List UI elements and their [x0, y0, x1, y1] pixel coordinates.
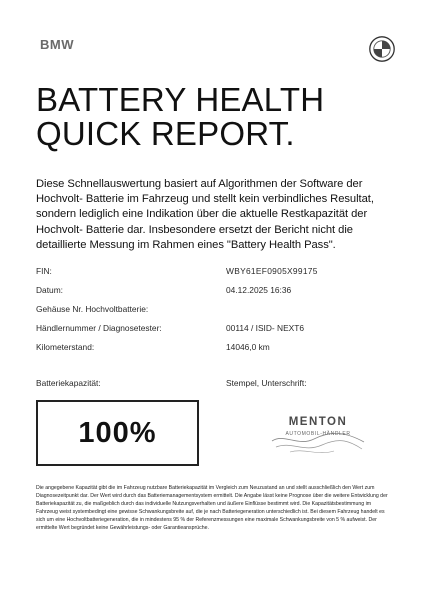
disclaimer-footnote: Die angegebene Kapazität gibt die im Fahrzeug nutzbare Batteriekapazität im Vergleich zum Neuzustand an und stellt ausschließlich den Wert zum Diagnosezeitpunkt dar. Der Wert wird durch das Batteriemanagementsystem ermittelt. Die Angabe lässt keine Prognose über die weitere Entwicklung der Batteriekapazität zu, die maßgeblich durch das individuelle Nutzungsverhalten und äußere Einflüsse bestimmt wird. Die Kapazitätsbestimmung im Fahrzeug weist systembedingt eine gewisse Schwankungsbreite auf, die je nach Batteriegeneration unterschiedlich ist. Bei diesem Fahrzeug handelt es sich um eine Hochvoltbatteriegeneration, die in mindestens 95 % der Referenzmessungen eine maximale Schwankungsbreite von 5 % aufweist. Der ermittelte Wert begründet keine Gewährleistungs- oder Garantieansprüche.: [36, 485, 388, 531]
mileage-value: 14046,0 km: [226, 342, 270, 352]
intro-paragraph: Diese Schnellauswertung basiert auf Algorithmen der Software der Hochvolt- Batterie im Fahrzeug und stellt kein verbindliches Resultat, sondern lediglich eine Indikation über die aktuelle Restkapazität der Hochvolt- Batterie dar. Insbesondere ersetzt der Bericht nicht die detaillierte Messung im Rahmen eines "Battery Health Pass".: [36, 178, 374, 251]
report-title-line-2: QUICK REPORT.: [36, 115, 295, 152]
stamp-subline: AUTOMOBIL-HÄNDLER: [285, 431, 351, 437]
stamp-company-name: MENTON: [288, 416, 348, 428]
brand-wordmark: BMW: [40, 37, 74, 52]
report-title-line-1: BATTERY HEALTH: [36, 81, 325, 118]
fin-label: FIN:: [36, 266, 52, 276]
stamp-signature-label: Stempel, Unterschrift:: [226, 378, 307, 388]
bmw-roundel-icon: [369, 36, 395, 62]
date-value: 04.12.2025 16:36: [226, 285, 292, 295]
battery-housing-label: Gehäuse Nr. Hochvoltbatterie:: [36, 304, 149, 314]
capacity-label: Batteriekapazität:: [36, 378, 101, 388]
mileage-label: Kilometerstand:: [36, 342, 95, 352]
dealer-tester-value: 00114 / ISID- NEXT6: [226, 323, 305, 333]
dealer-tester-label: Händlernummer / Diagnosetester:: [36, 323, 162, 333]
fin-value: WBY61EF0905X99175: [226, 266, 318, 276]
capacity-value: 100%: [78, 416, 157, 449]
capacity-box: [36, 400, 199, 466]
date-label: Datum:: [36, 285, 63, 295]
report-title: [36, 83, 324, 151]
